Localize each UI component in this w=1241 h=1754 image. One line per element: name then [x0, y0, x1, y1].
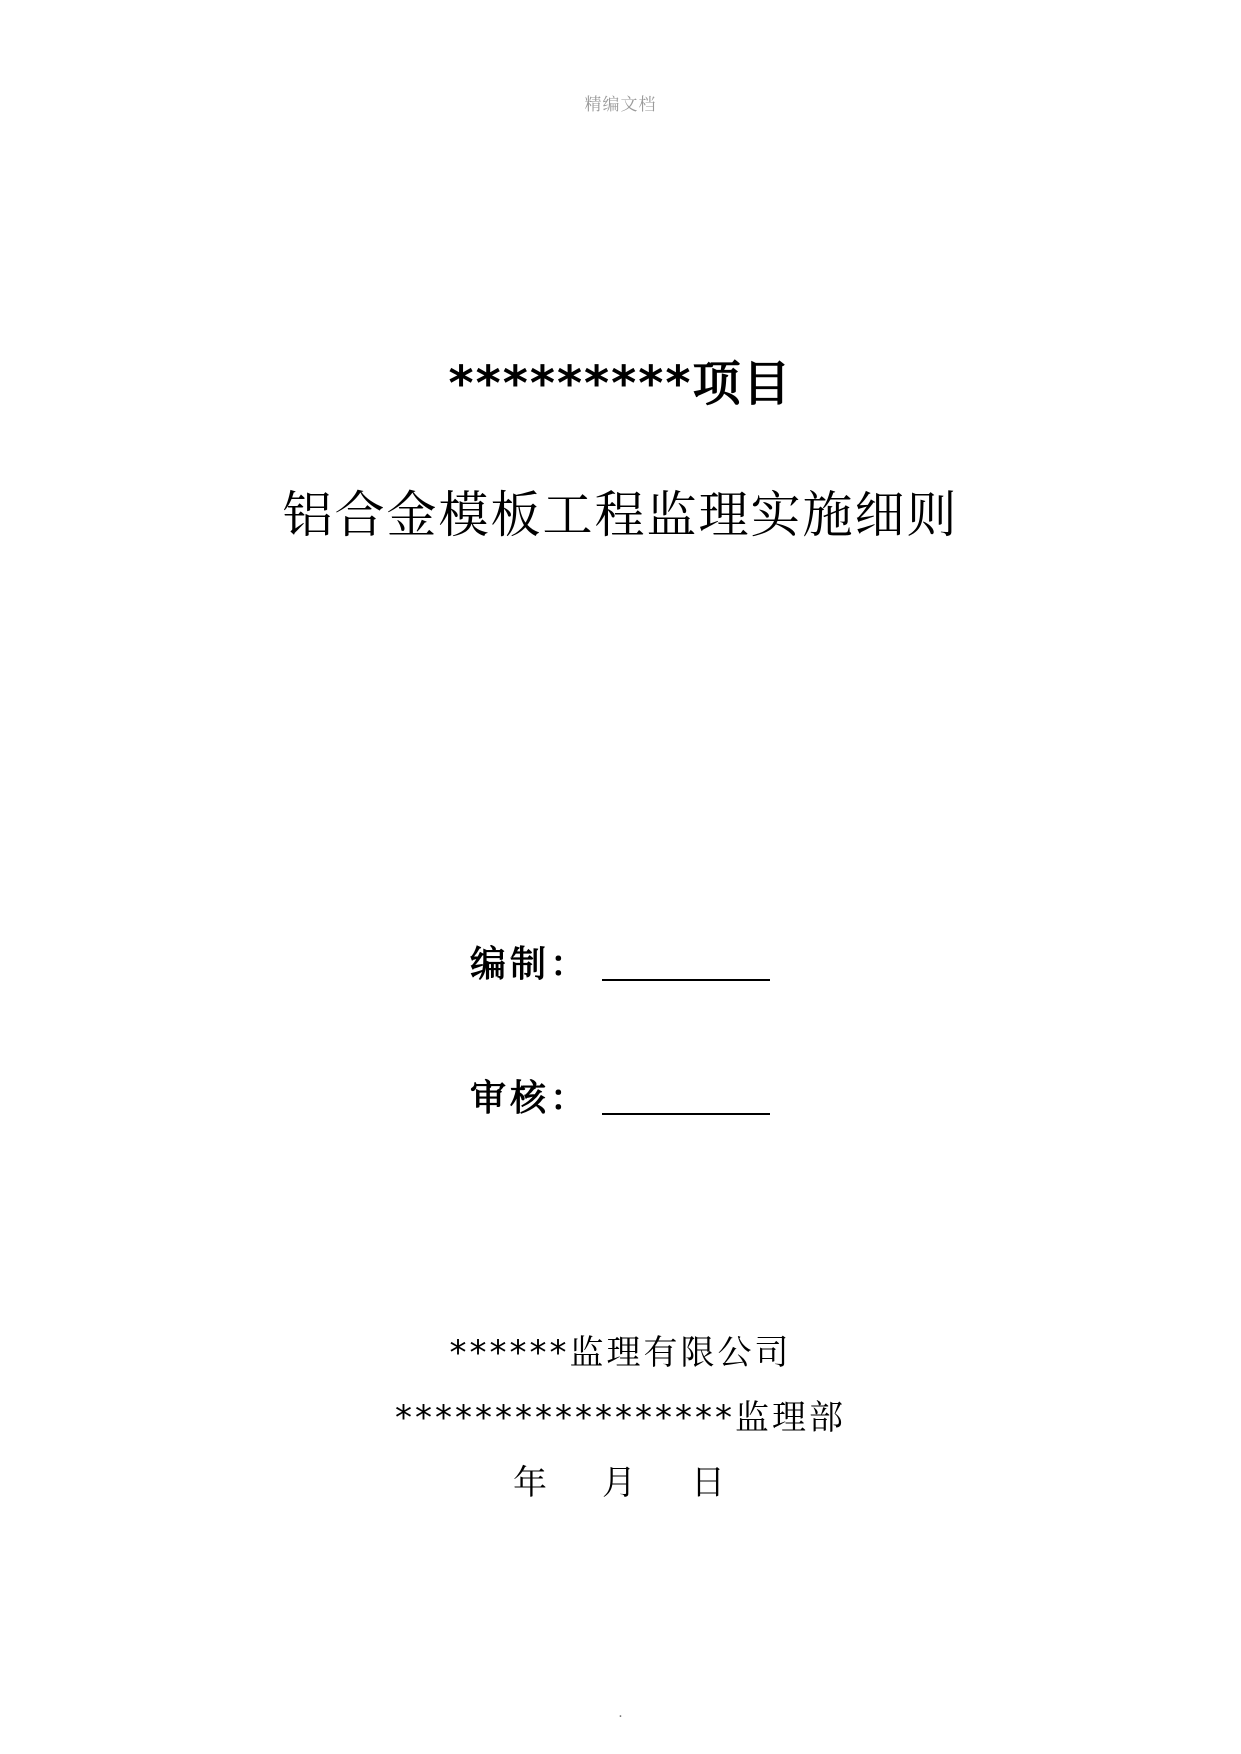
compiler-signature-row: [470, 936, 770, 987]
project-title: *********项目: [448, 356, 793, 412]
date-year: 年: [513, 1463, 550, 1503]
company-name: ******监理有限公司: [449, 1333, 792, 1373]
watermark-header: 精编文档: [584, 95, 657, 115]
department-name: *****************监理部: [395, 1398, 846, 1438]
reviewer-signature-line: [602, 1113, 770, 1115]
page-footer-dot: .: [618, 1705, 623, 1721]
date-day: 日: [691, 1463, 728, 1503]
date-line: [0, 1455, 1241, 1504]
reviewer-signature-row: [470, 1070, 770, 1121]
document-title: 铝合金模板工程监理实施细则: [282, 486, 959, 544]
compiler-signature-line: [602, 979, 770, 981]
reviewer-label: 审核：: [470, 1078, 591, 1119]
date-month: 月: [602, 1463, 639, 1503]
compiler-label: 编制：: [470, 944, 591, 985]
